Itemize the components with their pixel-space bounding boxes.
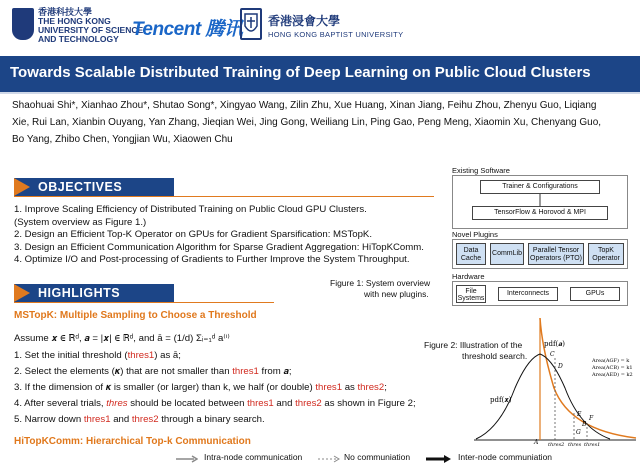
hkust-crest-icon (12, 8, 34, 40)
inter-arrow-icon (426, 454, 452, 464)
tick-label: thres1 (584, 442, 601, 446)
logo-header (0, 0, 640, 56)
objectives-list (14, 204, 434, 267)
arrow-icon (536, 194, 544, 206)
objective-item: (System overview as Figure 1.) (14, 216, 147, 228)
tick-label: thres (568, 442, 582, 446)
novel-plugins-label: Novel Plugins (452, 230, 498, 239)
area-label: Area(AGF) = k (592, 358, 630, 364)
hkust-logo-text: 香港科技大學 THE HONG KONG UNIVERSITY OF SCIENCE AND TECHNOLOGY (38, 7, 144, 44)
objective-item: 3. Design an Efficient Communication Algorithm for Sparse Gradient Aggregation: HiTopKComm. (14, 241, 424, 253)
mstopk-step: 3. If the dimension of 𝜿 is smaller (or larger) than k, we half (or double) thres1 as thres2; (14, 382, 387, 393)
hardware-label: Hardware (452, 272, 485, 281)
mstopk-step: 5. Narrow down thres1 and thres2 through a binary search. (14, 414, 265, 425)
interconnects-box: Interconnects (498, 287, 558, 301)
mstopk-step: 2. Select the elements (𝜿) that are not smaller than thres1 from 𝒂; (14, 366, 292, 377)
author-list: Shaohuai Shi*, Xianhao Zhou*, Shutao Song*, Xingyao Wang, Zilin Zhu, Xue Huang, Xinan Jiang, Feihu Zhou, Zhenyu Guo, Liqiang Xie, Rui Lan, Xianbin Ouyang, Yan Zhang, Jieqian Wei, Jing Gong, Weiliang Lin, Ping Gao, Peng Meng, Xiaomin Xu, Chenyang Guo, Bo Yang, Zhibo Chen, Yongjian Wu, Xiaowen Chu (12, 100, 602, 145)
figure1-caption: Figure 1: System overview with new plugins. (330, 278, 431, 299)
hkbu-logo-subtitle: HONG KONG BAPTIST UNIVERSITY (268, 30, 404, 39)
mstopk-step: 1. Set the initial threshold (thres1) as ā; (14, 350, 181, 361)
existing-software-label: Existing Software (452, 166, 510, 175)
legend-inter: Inter-node communiation (458, 452, 553, 462)
pdf-a-curve (540, 318, 636, 438)
figure2-caption: Figure 2: Illustration of the threshold search. (424, 340, 528, 361)
hkbu-logo-text: 香港浸會大學 (268, 14, 341, 28)
point-label: E (577, 411, 582, 418)
hkbu-crest-icon (240, 8, 262, 40)
banner-divider (0, 92, 640, 94)
figure2-threshold-plot (470, 318, 638, 446)
point-label: B (582, 421, 587, 428)
legend-intra: Intra-node communication (204, 452, 303, 462)
point-label: D (558, 363, 563, 370)
poster-title: Towards Scalable Distributed Training of Deep Learning on Public Cloud Clusters (10, 64, 591, 81)
file-systems-box: File Systems (456, 285, 486, 303)
tensorflow-box: TensorFlow & Horovod & MPI (472, 206, 608, 220)
tick-label: thres2 (548, 442, 565, 446)
highlights-heading: HIGHLIGHTS (14, 284, 174, 302)
no-comm-arrow-icon (318, 455, 340, 463)
pdf-a-label: pdf(𝒂) (544, 340, 565, 348)
point-label: C (550, 351, 555, 358)
figure1-system-overview (450, 166, 630, 306)
area-label: Area(ACB) = k1 (592, 365, 633, 371)
objectives-heading: OBJECTIVES (14, 178, 174, 196)
objective-item: 1. Improve Scaling Efficiency of Distributed Training on Public Cloud GPU Clusters. (14, 204, 367, 215)
pdf-x-label: pdf(𝒙) (490, 396, 512, 404)
point-label: A (534, 439, 539, 446)
legend-none: No communiation (344, 452, 411, 462)
tencent-logo: Tencent 腾讯 (132, 19, 243, 40)
intra-arrow-icon (176, 455, 198, 463)
objective-item: 2. Design an Efficient Top-K Operator on GPUs for Gradient Sparsification: MSTopK. (14, 229, 372, 241)
hitopk-title: HiTopKComm: Hierarchical Top-k Communication (14, 436, 251, 447)
objective-item: 4. Optimize I/O and Post-processing of Gradients to Further Improve the System Throughput. (14, 254, 410, 266)
trainer-box: Trainer & Configurations (480, 180, 600, 194)
gpus-box: GPUs (570, 287, 620, 301)
mstopk-title: MSTopK: Multiple Sampling to Choose a Threshold (14, 310, 257, 321)
mstopk-assumption: Assume 𝒙 ∈ ℝᵈ, 𝒂 = |𝒙| ∈ ℝᵈ, and ā = (1/d) Σᵢ₌₁ᵈ a⁽ⁱ⁾ (14, 333, 230, 344)
point-label: F (589, 415, 594, 422)
comm-legend (176, 452, 636, 466)
topk-operator-box: TopK Operator (588, 243, 624, 265)
commlib-box: CommLib (490, 243, 524, 265)
mstopk-step: 4. After several trials, thres should be located between thres1 and thres2 as shown in Figure 2; (14, 398, 416, 409)
highlights-rule (14, 302, 274, 303)
objectives-rule (14, 196, 434, 197)
data-cache-box: Data Cache (456, 243, 486, 265)
pto-box: Parallel Tensor Operators (PTO) (528, 243, 584, 265)
area-label: Area(AED) = k2 (592, 372, 633, 378)
point-label: G (576, 429, 581, 436)
